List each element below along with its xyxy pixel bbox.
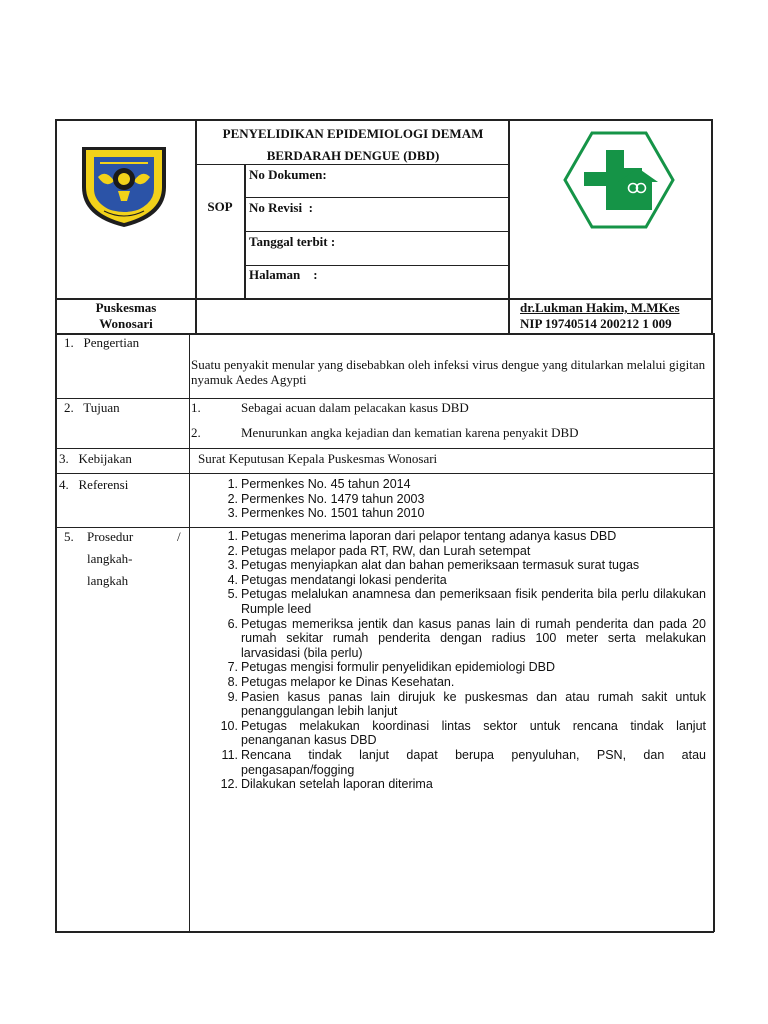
referensi-label: 4. Referensi [59, 477, 129, 492]
org-name-line2: Wonosari [99, 316, 153, 331]
list-item-text: Pasien kasus panas lain dirujuk ke puskesmas dan atau rumah sakit untuk penanggulangan lebih lanjut [241, 689, 706, 719]
list-item-number: 6. [227, 616, 238, 631]
list-item-text: Rencana tindak lanjut dapat berupa penyuluhan, PSN, dan atau pengasapan/fogging [241, 747, 706, 777]
list-item-text: Petugas memeriksa jentik dan kasus panas lain di rumah penderita dan pada 20 rumah sekitar rumah penderita dengan radius 100 meter serta melakukan larvasidasi (bila perlu) [241, 616, 706, 660]
prosedur-label-line2: langkah- [87, 551, 133, 566]
list-item-text: Petugas menyiapkan alat dan bahan pemeriksaan termasuk surat tugas [241, 558, 640, 573]
list-item-number: 2. [227, 543, 238, 558]
regency-crest-logo [76, 139, 172, 229]
list-item-number: 3. [227, 506, 238, 521]
list-item [190, 617, 706, 661]
sop-label: SOP [207, 199, 233, 214]
list-item-number: 3. [227, 558, 238, 573]
prosedur-label-slash: / [177, 529, 181, 544]
list-item [190, 492, 706, 507]
list-item-text: Petugas melalukan anamnesa dan pemeriksaan fisik penderita bila perlu dilakukan Rumple leed [241, 587, 706, 616]
tanggal-terbit-field: Tanggal terbit : [249, 234, 336, 249]
prosedur-label-line3: langkah [87, 573, 129, 588]
list-item-number: 1. [191, 400, 201, 415]
tujuan-label: 2. Tujuan [64, 400, 120, 415]
kebijakan-text: Surat Keputusan Kepala Puskesmas Wonosari [198, 451, 438, 466]
list-item-number: 10. [220, 718, 238, 733]
prosedur-number: 5. [64, 529, 74, 544]
list-item [190, 748, 706, 777]
list-item-number: 1. [227, 477, 238, 491]
list-item-text: Permenkes No. 1501 tahun 2010 [241, 506, 425, 521]
halaman-field: Halaman : [249, 267, 318, 282]
list-item-text: Dilakukan setelah laporan diterima [241, 777, 433, 792]
list-item-text: Petugas melakukan koordinasi lintas sektor untuk rencana tindak lanjut penanganan kasus DBD [241, 718, 706, 748]
list-item-text: Permenkes No. 45 tahun 2014 [241, 477, 411, 491]
signatory [520, 300, 680, 332]
list-item-text: Petugas mengisi formulir penyelidikan epidemiologi DBD [241, 660, 556, 675]
signatory-nip: NIP 19740514 200212 1 009 [520, 316, 672, 331]
prosedur-list [190, 529, 706, 792]
no-dokumen-field: No Dokumen: [249, 167, 327, 182]
signatory-name: dr.Lukman Hakim, M.MKes [520, 300, 680, 315]
kebijakan-label: 3. Kebijakan [59, 451, 132, 466]
list-item-number: 11. [221, 747, 238, 762]
pengertian-text: Suatu penyakit menular yang disebabkan oleh infeksi virus dengue yang ditularkan melalui gigitan nyamuk Aedes Agypti [191, 357, 706, 387]
list-item-number: 9. [227, 689, 238, 704]
list-item [190, 477, 706, 492]
list-item-text: Petugas melapor pada RT, RW, dan Lurah setempat [241, 543, 531, 558]
list-item [190, 690, 706, 719]
list-item-number: 12. [220, 777, 238, 792]
list-item [190, 777, 706, 792]
list-item-number: 1. [227, 529, 238, 543]
list-item-text: Petugas mendatangi lokasi penderita [241, 572, 447, 587]
list-item [190, 544, 706, 559]
list-item [190, 587, 706, 616]
list-item-number: 7. [227, 660, 238, 675]
no-revisi-field: No Revisi : [249, 200, 313, 215]
puskesmas-green-cross-icon [562, 130, 676, 230]
pengertian-label: 1. Pengertian [64, 335, 140, 350]
list-item-text: Permenkes No. 1479 tahun 2003 [241, 491, 425, 506]
list-item [190, 573, 706, 588]
list-item [190, 660, 706, 675]
list-item-number: 4. [227, 572, 238, 587]
puskesmas-logo [562, 130, 676, 230]
list-item [190, 675, 706, 690]
prosedur-label-line1: Prosedur [87, 529, 134, 544]
list-item: Sebagai acuan dalam pelacakan kasus DBD [241, 400, 469, 415]
list-item-number: 8. [227, 674, 238, 689]
org-name [57, 300, 195, 332]
list-item: Menurunkan angka kejadian dan kematian karena penyakit DBD [241, 425, 579, 440]
list-item [190, 558, 706, 573]
referensi-list [190, 477, 706, 521]
list-item-text: Petugas menerima laporan dari pelapor tentang adanya kasus DBD [241, 529, 617, 543]
list-item [190, 529, 706, 544]
org-name-line1: Puskesmas [95, 300, 157, 315]
list-item [190, 506, 706, 521]
list-item-number: 2. [191, 425, 201, 440]
document-title: PENYELIDIKAN EPIDEMIOLOGI DEMAM BERDARAH DENGUE (DBD) [222, 126, 484, 163]
list-item-number: 5. [227, 587, 238, 602]
regency-coat-of-arms-icon [76, 139, 172, 229]
list-item [190, 719, 706, 748]
list-item-number: 2. [227, 491, 238, 506]
list-item-text: Petugas melapor ke Dinas Kesehatan. [241, 674, 455, 689]
